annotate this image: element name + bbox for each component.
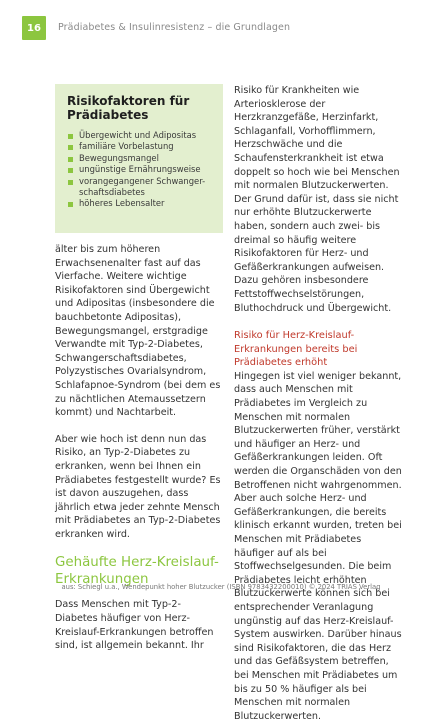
body-paragraph: älter bis zum höheren Erwachsenenalter fast auf das Vierfache. Weitere wichtige Risikofaktoren sind Übergewicht und Adipositas (insbesondere die bauchbetonte Adipositas), Bewegungsmangel, erstgradige Verwandte mit Typ-2-Diabetes, Schwangerschaftsdiabetes, Polyzystisches Ovarialsyndrom, Schlafapnoe-Syndrom (bei dem es zu nächtlichen Atemaussetzern kommt) und Nachtarbeit.: [55, 244, 221, 419]
body-paragraph: Aber wie hoch ist denn nun das Risiko, an Typ-2-Diabetes zu erkranken, wenn bei Ihnen ein Prädiabetes festgestellt wurde? Es ist davon auszugehen, dass jährlich etwa jeder zehnte Mensch mit Prädiabetes an Typ-2-Diabetes erkranken wird.: [55, 433, 221, 540]
list-item: familiäre Vorbelastung: [67, 141, 213, 152]
running-head: Prädiabetes & Insulinresistenz – die Grundlagen: [58, 22, 291, 33]
list-item: Übergewicht und Adipositas: [67, 130, 213, 141]
section-heading: Gehäufte Herz-Kreislauf-Erkrankungen: [55, 555, 219, 587]
list-item: höheres Lebensalter: [67, 198, 213, 209]
right-column: [234, 84, 404, 723]
copyright-footer: aus: Schiegl u.a., Wendepunkt hoher Blutzucker (ISBN 9783432200010) © 2024 TRIAS Verlag: [61, 583, 381, 591]
list-item: Bewegungsmangel: [67, 153, 213, 164]
left-column: [55, 243, 223, 653]
list-item: ungünstige Ernährungsweise: [67, 164, 213, 175]
subsection-heading: Risiko für Herz-Kreislauf-Erkrankungen bereits bei Prädiabetes erhöht: [234, 330, 358, 369]
risk-factors-list: [67, 130, 213, 210]
page-number: 16: [22, 16, 46, 40]
body-paragraph: Dass Menschen mit Typ-2-Diabetes häufiger von Herz-Kreislauf-Erkrankungen betroffen sind, ist allgemein bekannt. Ihr: [55, 599, 214, 652]
box-title: Risikofaktoren für Prädiabetes: [67, 94, 190, 122]
body-paragraph: Hingegen ist viel weniger bekannt, dass auch Menschen mit Prädiabetes im Vergleich zu Menschen mit normalen Blutzuckerwerten früher, verstärkt und häufiger an Herz- und Gefäßerkrankungen leiden. Oft werden die Organschäden von den Betroffenen nicht wahrgenommen. Aber auch solche Herz- und Gefäßerkrankungen, die bereits klinisch erkannt wurden, treten bei Menschen mit Prädiabetes häufiger auf als bei Stoffwechselgesunden. Die beim Prädiabetes leicht erhöhten Blutzuckerwerte können sich bei entsprechender Veranlagung ungünstig auf das Herz-Kreislauf-System auswirken. Darüber hinaus sind Risikofaktoren, die das Herz und das Gefäßsystem betreffen, bei Menschen mit Prädiabetes um bis zu 50 % häufiger als bei Menschen mit normalen Blutzuckerwerten.: [234, 370, 402, 722]
risk-factors-box: [55, 84, 223, 233]
list-item: vorangegangener Schwanger-schaftsdiabetes: [67, 176, 213, 199]
body-paragraph: Risiko für Krankheiten wie Arteriosklerose der Herzkranzgefäße, Herzinfarkt, Schlaganfall, Vorhofflimmern, Herzschwäche und die Schaufensterkrankheit ist etwa doppelt so hoch wie bei Menschen mit normalen Blutzuckerwerten. Der Grund dafür ist, dass sie nicht nur erhöhte Blutzuckerwerte haben, sondern auch zwei- bis dreimal so häufig weitere Risikofaktoren für Herz- und Gefäßerkrankungen aufweisen. Dazu gehören insbesondere Fettstoffwechselstörungen, Bluthochdruck und Übergewicht.: [234, 85, 400, 314]
